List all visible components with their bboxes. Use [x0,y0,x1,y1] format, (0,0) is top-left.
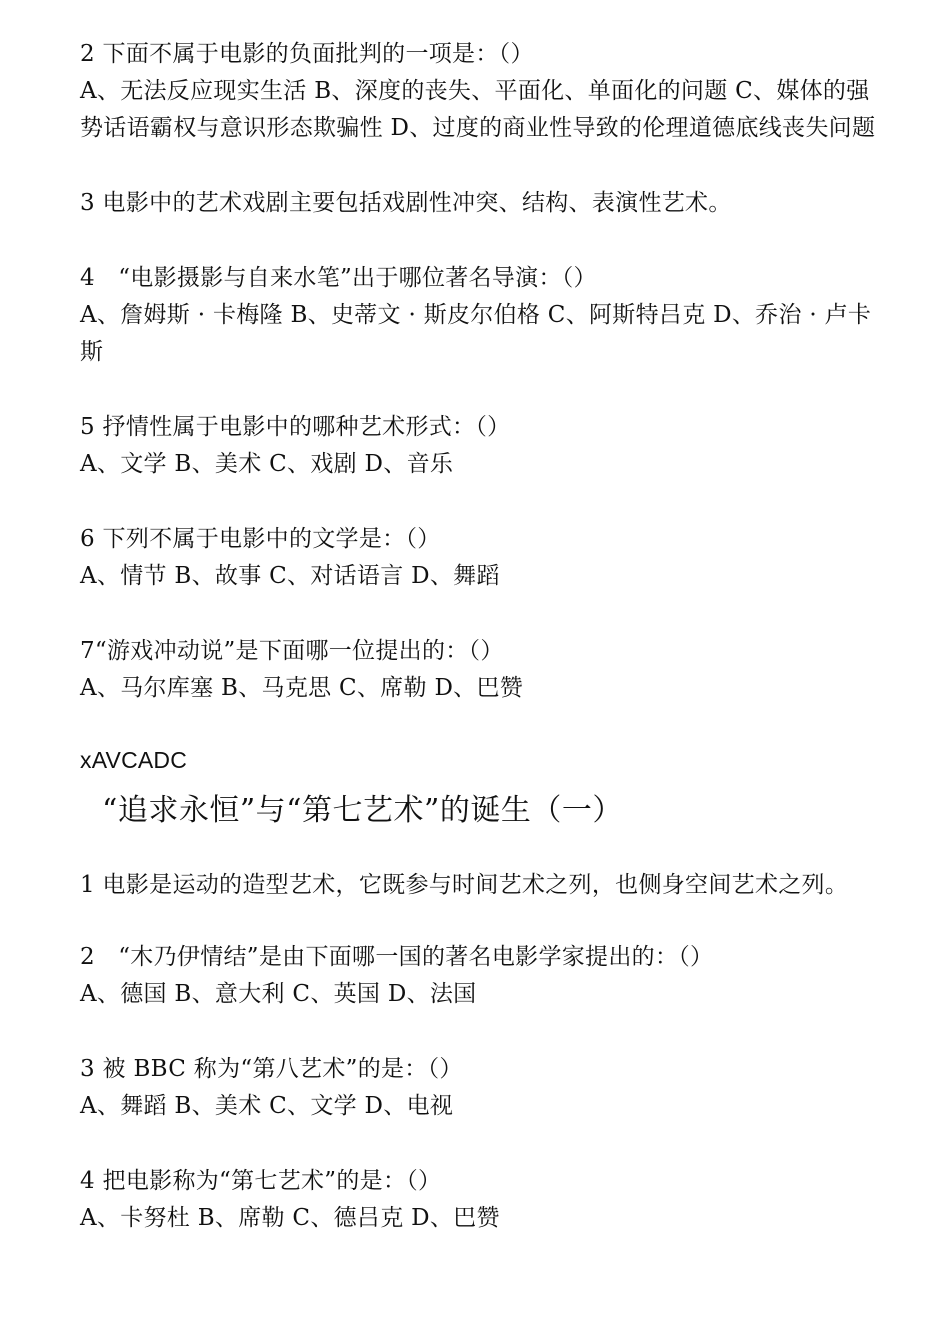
question-6 [80,521,880,595]
question-2-b [80,939,880,1013]
question-stem: 4 “电影摄影与自来水笔”出于哪位著名导演：（） [80,265,597,291]
question-3 [80,185,880,222]
question-2 [80,36,880,147]
question-7 [80,633,880,707]
question-stem: 7“游戏冲动说”是下面哪一位提出的：（） [80,638,504,664]
question-stem: 2 下面不属于电影的负面批判的一项是：（） [80,41,534,67]
question-options: A、德国 B、意大利 C、英国 D、法国 [80,981,477,1007]
question-stem: 4 把电影称为“第七艺术”的是：（） [80,1168,442,1194]
question-stem: 2 “木乃伊情结”是由下面哪一国的著名电影学家提出的：（） [80,944,714,970]
question-options: A、舞蹈 B、美术 C、文学 D、电视 [80,1093,454,1119]
question-3-b [80,1051,880,1125]
question-stem: 6 下列不属于电影中的文学是：（） [80,526,441,552]
question-stem: 3 被 BBC 称为“第八艺术”的是：（） [80,1056,463,1082]
question-options: A、卡努杜 B、席勒 C、德吕克 D、巴赞 [80,1205,500,1231]
question-options: A、马尔库塞 B、马克思 C、席勒 D、巴赞 [80,675,524,701]
question-1 [80,869,880,901]
question-options: A、无法反应现实生活 B、深度的丧失、平面化、单面化的问题 C、媒体的强势话语霸权与意识形态欺骗性 D、过度的商业性导致的伦理道德底线丧失问题 [80,78,876,141]
question-4 [80,260,880,371]
document-page [80,36,880,1237]
answer-key: xAVCADC [80,747,188,773]
section-title: “追求永恒”与“第七艺术”的诞生（一） [102,793,623,828]
question-5 [80,409,880,483]
question-options: A、情节 B、故事 C、对话语言 D、舞蹈 [80,563,500,589]
question-stem: 1 电影是运动的造型艺术，它既参与时间艺术之列，也侧身空间艺术之列。 [80,872,849,898]
question-4-b [80,1163,880,1237]
question-options: A、詹姆斯 · 卡梅隆 B、史蒂文 · 斯皮尔伯格 C、阿斯特吕克 D、乔治 · 卢卡斯 [80,302,872,365]
question-options: A、文学 B、美术 C、戏剧 D、音乐 [80,451,454,477]
question-stem: 3 电影中的艺术戏剧主要包括戏剧性冲突、结构、表演性艺术。 [80,190,732,216]
question-stem: 5 抒情性属于电影中的哪种艺术形式：（） [80,414,511,440]
